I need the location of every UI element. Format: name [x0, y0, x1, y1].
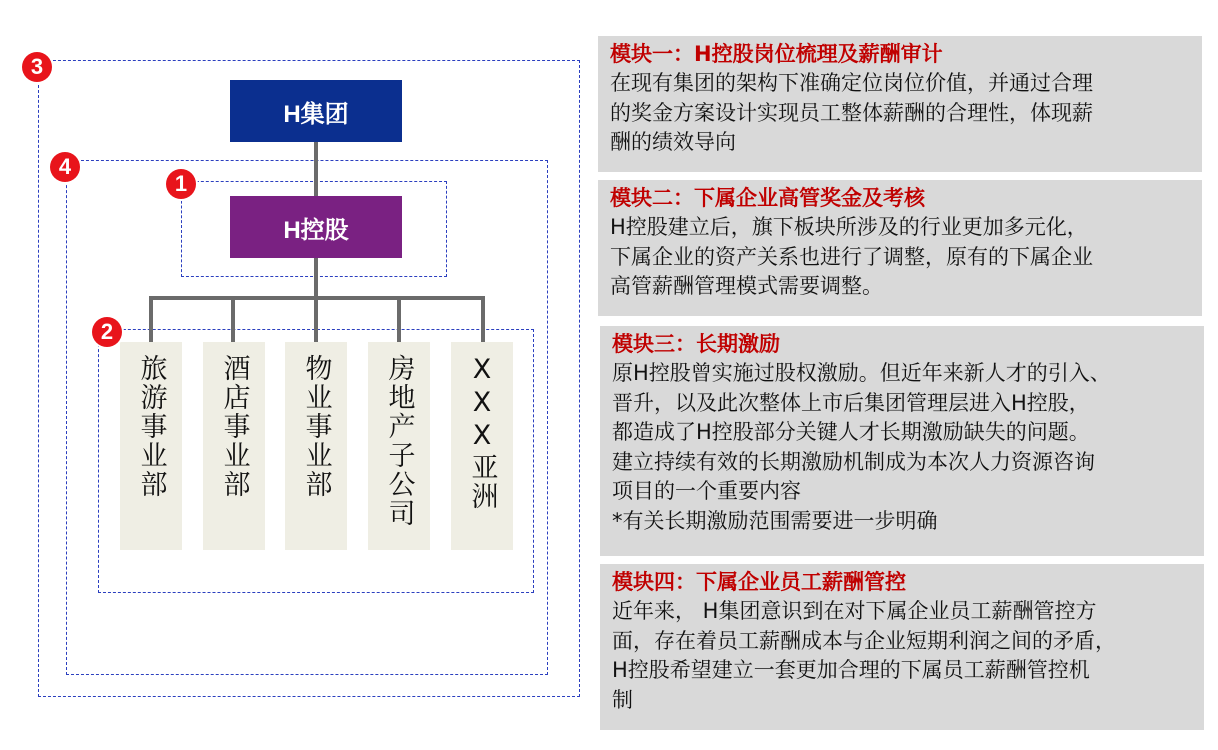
module-line: 下属企业的资产关系也进行了调整，原有的下属企业 [610, 244, 1093, 269]
unit-box-1: 旅游事业部 [120, 342, 182, 550]
module-line: 原H控股曾实施过股权激励。但近年来新人才的引入、 [612, 361, 1111, 385]
module-line: 高管薪酬管理模式需要调整。 [610, 274, 883, 298]
module-line: 的奖金方案设计实现员工整体薪酬的合理性，体现薪 [610, 100, 1093, 125]
connector-drop-5 [481, 296, 485, 344]
module-panel-2 [598, 180, 1202, 316]
unit-box-5: XXX亚洲 [451, 342, 513, 550]
module-line: 项目的一个重要内容 [612, 479, 801, 503]
module-line: *有关长期激励范围需要进一步明确 [612, 508, 938, 533]
module-line: 在现有集团的架构下准确定位岗位价值，并通过合理 [610, 71, 1093, 95]
badge-4: 4 [50, 152, 80, 182]
module-line: 建立持续有效的长期激励机制成为本次人力资源咨询 [612, 449, 1095, 474]
holding-box: H控股 [230, 196, 402, 258]
module-title: 模块三：长期激励 [612, 332, 780, 356]
module-line: 酬的绩效导向 [610, 130, 736, 154]
module-panel-3 [600, 326, 1204, 556]
module-title: 模块四：下属企业员工薪酬管控 [612, 570, 906, 594]
module-title: 模块一：H控股岗位梳理及薪酬审计 [610, 42, 943, 66]
connector-mid-bus [314, 258, 318, 298]
module-line: 近年来， H集团意识到在对下属企业员工薪酬管控方 [612, 599, 1097, 623]
module-line: 制 [612, 687, 633, 712]
module-line: H控股希望建立一套更加合理的下属员工薪酬管控机 [612, 658, 1090, 682]
connector-top-mid [314, 142, 318, 196]
unit-box-4: 房地产子公司 [368, 342, 430, 550]
module-title: 模块二：下属企业高管奖金及考核 [610, 186, 925, 210]
module-line: 都造成了H控股部分关键人才长期激励缺失的问题。 [612, 420, 1090, 444]
group-box: H集团 [230, 80, 402, 142]
badge-1: 1 [166, 169, 196, 199]
unit-box-3: 物业事业部 [285, 342, 347, 550]
unit-box-2: 酒店事业部 [203, 342, 265, 550]
connector-drop-1 [149, 296, 153, 344]
connector-drop-2 [231, 296, 235, 344]
module-line: H控股建立后，旗下板块所涉及的行业更加多元化， [610, 215, 1088, 239]
badge-2: 2 [92, 317, 122, 347]
module-panel-4 [600, 564, 1204, 730]
badge-3: 3 [22, 52, 52, 82]
connector-drop-3 [314, 296, 318, 344]
module-panel-1 [598, 36, 1202, 172]
module-line: 面，存在着员工薪酬成本与企业短期利润之间的矛盾， [612, 628, 1116, 653]
module-line: 晋升，以及此次整体上市后集团管理层进入H控股， [612, 390, 1090, 415]
connector-drop-4 [397, 296, 401, 344]
